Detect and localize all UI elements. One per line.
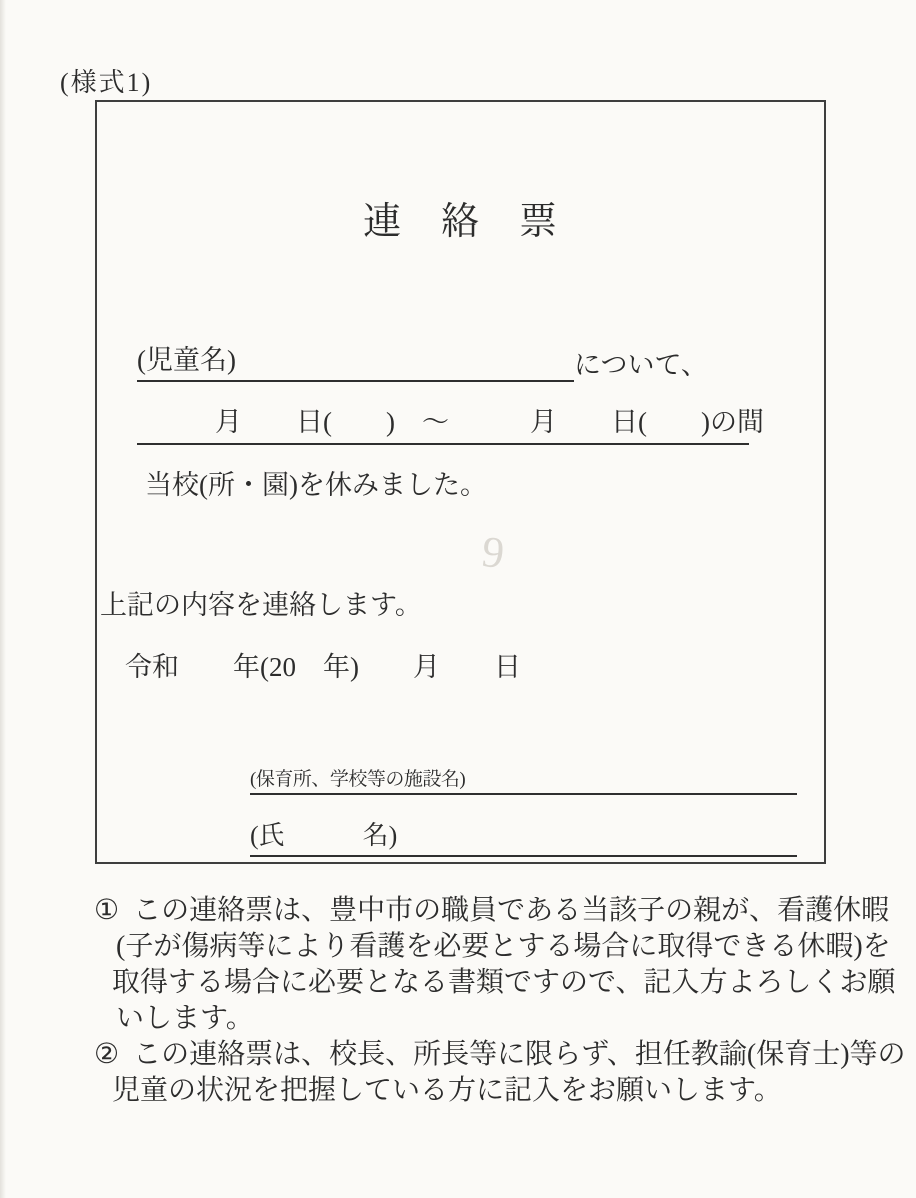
form-title: 連 絡 票 [362,201,558,243]
note-1-text: この連絡票は、豊中市の職員である当該子の親が、看護休暇 [133,895,890,926]
note-2-line-2: 児童の状況を把握している方に記入をお願いします。 [112,1075,782,1106]
faint-pencil-mark: 9 [479,526,507,579]
note-1-line-1 [94,896,889,926]
child-name-label: (児童名) [137,345,236,375]
scan-edge-shadow [0,0,6,1198]
facility-name-label: (保育所、学校等の施設名) [250,769,466,790]
form-style-label: (様式1) [60,68,153,97]
date-range-field: 月 日( ) ～ 月 日( )の間 [137,400,749,445]
note-1-line-3: 取得する場合に必要となる書類ですので、記入方よろしくお願 [112,967,896,998]
notification-form-box [95,100,826,864]
note-1-number: ① [94,895,120,926]
note-1-line-2: (子が傷病等により看護を必要とする場合に取得できる休暇)を [116,931,891,962]
era-date-line: 令和 年(20 年) 月 日 [125,652,521,682]
note-2-text: この連絡票は、校長、所長等に限らず、担任教諭(保育士)等の [133,1039,906,1070]
absence-statement: 当校(所・園)を休みました。 [145,470,487,500]
signer-name-label: (氏 名) [250,821,398,850]
report-statement: 上記の内容を連絡します。 [100,590,422,620]
note-2-line-1 [94,1040,906,1070]
child-name-row [137,338,708,382]
facility-name-field [250,762,797,795]
signer-name-field [250,820,797,857]
about-suffix-text: について、 [574,350,708,380]
note-1-line-4: いします。 [116,1003,254,1034]
note-2-number: ② [94,1039,120,1070]
child-name-field [137,338,574,382]
